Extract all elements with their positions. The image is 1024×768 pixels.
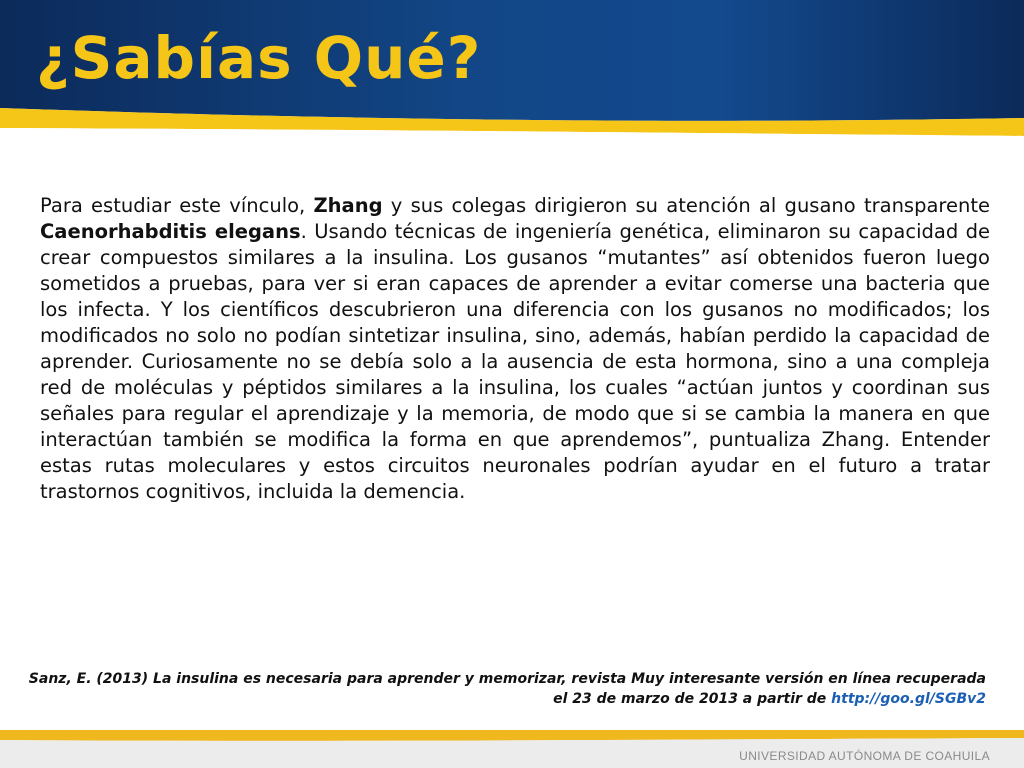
body-text-segment: Para estudiar este vínculo, [40, 194, 314, 217]
body-paragraph [40, 193, 990, 505]
citation-text: Sanz, E. (2013) La insulina es necesaria para aprender y memorizar, revista Muy interesante versión en línea recuperada el 23 de marzo de 2013 a partir de [28, 671, 986, 707]
author-name-bold: Zhang [313, 194, 383, 217]
species-name-bold: Caenorhabditis elegans [40, 220, 301, 243]
citation-link[interactable]: http://goo.gl/SGBv2 [831, 691, 986, 707]
body-text-segment: . Usando técnicas de ingeniería genética, eliminaron su capacidad de crear compuestos similares a la insulina. Los gusanos “mutantes” así obtenidos fueron luego sometidos a pruebas, para ver si eran capaces de aprender a evitar comerse una bacteria que los infecta. Y los científicos descubrieron una diferencia con los gusanos no modificados; los modificados no solo no podían sintetizar insulina, sino, además, habían perdido la capacidad de aprender. Curiosamente no se debía solo a la ausencia de esta hormona, sino a una compleja red de moléculas y péptidos similares a la insulina, los cuales “actúan juntos y coordinan sus señales para regular el aprendizaje y la memoria, de modo que si se cambia la manera en que interactúan también se modifica la forma en que aprendemos”, puntualiza Zhang. Entender estas rutas moleculares y estos circuitos neuronales podrían ayudar en el futuro a tratar trastornos cognitivos, incluida la demencia. [40, 220, 990, 503]
footer-university-label: UNIVERSIDAD AUTÓNOMA DE COAHUILA [739, 749, 990, 763]
body-text-segment: y sus colegas dirigieron su atención al gusano transparente [382, 194, 991, 217]
citation [26, 669, 986, 709]
slide-title: ¿Sabías Qué? [36, 24, 482, 92]
